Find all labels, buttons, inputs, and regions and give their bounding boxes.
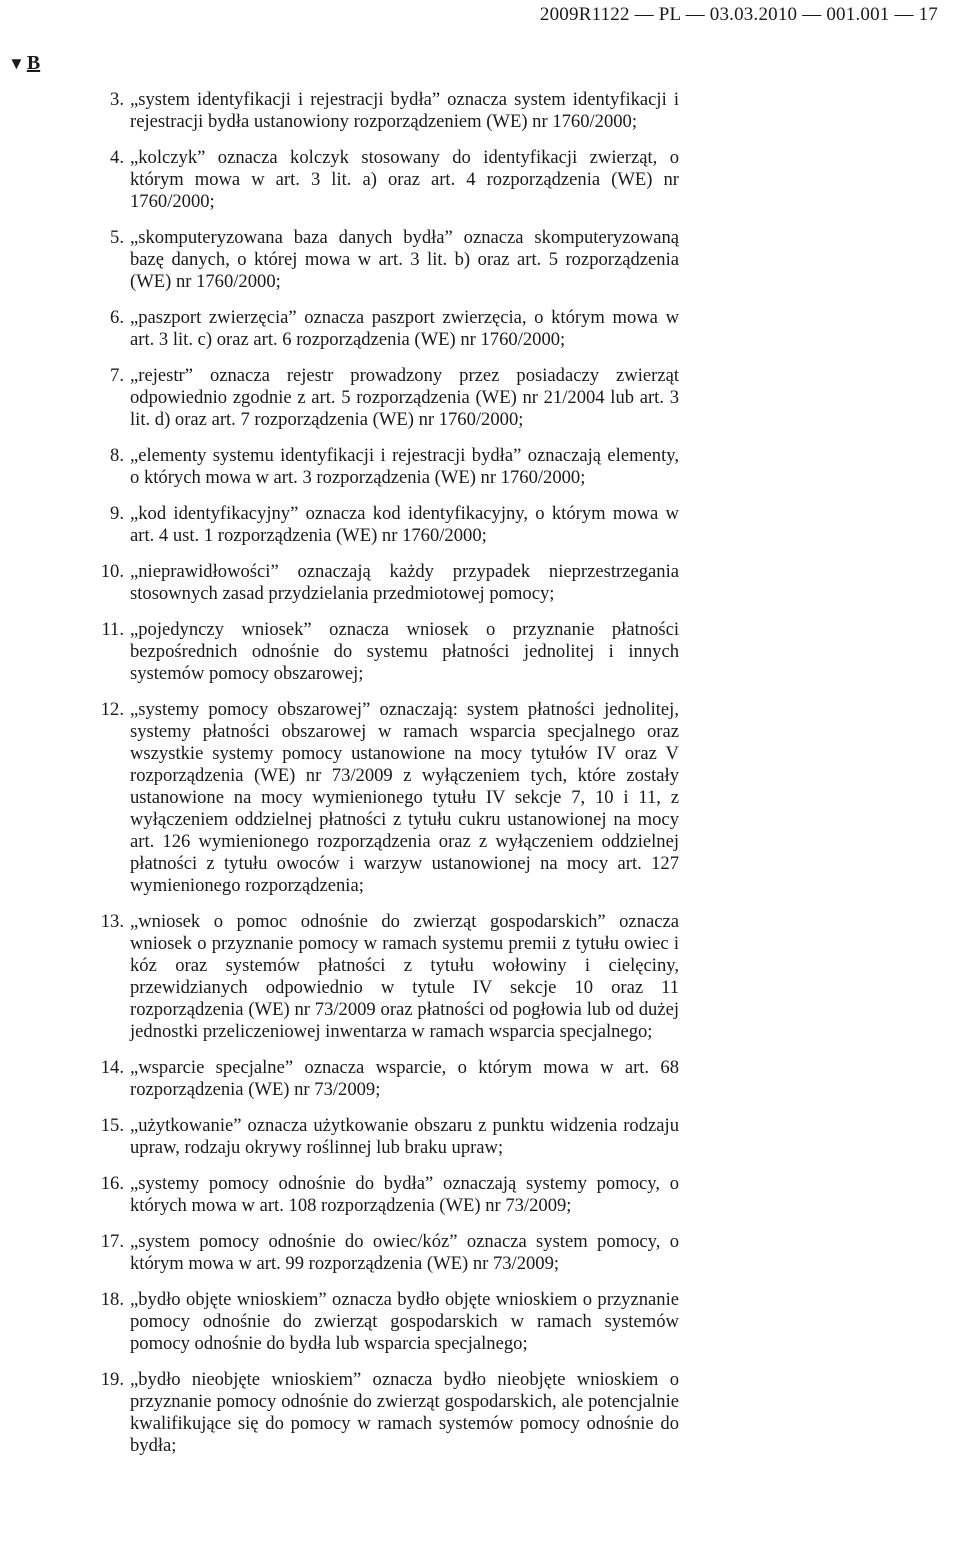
- triangle-down-icon: ▼: [8, 53, 25, 73]
- list-item: [110, 445, 679, 489]
- item-number: 17.: [100, 1231, 124, 1252]
- marker-letter: B: [26, 52, 41, 74]
- item-text: „skomputeryzowana baza danych bydła” oznacza skomputeryzowaną bazę danych, o której mowa w art. 3 lit. b) oraz art. 5 rozporządzenia (WE) nr 1760/2000;: [130, 227, 679, 292]
- item-number: 14.: [100, 1057, 124, 1078]
- item-text: „system pomocy odnośnie do owiec/kóz” oznacza system pomocy, o którym mowa w art. 99 rozporządzenia (WE) nr 73/2009;: [130, 1231, 679, 1274]
- item-text: „bydło objęte wnioskiem” oznacza bydło objęte wnioskiem o przyznanie pomocy odnośnie do zwierząt gospodarskich w ramach systemów pomocy odnośnie do bydła lub wsparcia specjalnego;: [130, 1289, 679, 1354]
- item-number: 15.: [100, 1115, 124, 1136]
- item-text: „systemy pomocy obszarowej” oznaczają: system płatności jednolitej, systemy płatności obszarowej w ramach wsparcia specjalnego oraz wszystkie systemy pomocy ustanowione na mocy tytułów IV oraz V rozporządzenia (WE) nr 73/2009 z wyłączeniem tych, które zostały ustanowione na mocy wymienionego tytułu IV sekcje 7, 10 i 11, z wyłączeniem oddzielnej płatności z tytułu cukru ustanowionej na mocy art. 126 wymienionego rozporządzenia oraz z wyłączeniem oddzielnej płatności z tytułu owoców i warzyw ustanowionej na mocy art. 127 wymienionego rozporządzenia;: [130, 699, 679, 896]
- list-item: [110, 227, 679, 293]
- item-text: „kod identyfikacyjny” oznacza kod identyfikacyjny, o którym mowa w art. 4 ust. 1 rozporządzenia (WE) nr 1760/2000;: [130, 503, 679, 546]
- list-item: [100, 1369, 679, 1457]
- item-text: „rejestr” oznacza rejestr prowadzony przez posiadaczy zwierząt odpowiednio zgodnie z art. 5 rozporządzenia (WE) nr 21/2004 lub art. 3 lit. d) oraz art. 7 rozporządzenia (WE) nr 1760/2000;: [130, 365, 679, 430]
- item-number: 10.: [100, 561, 124, 582]
- list-item: [110, 147, 679, 213]
- item-text: „wsparcie specjalne” oznacza wsparcie, o którym mowa w art. 68 rozporządzenia (WE) nr 73/2009;: [130, 1057, 679, 1100]
- list-item: [100, 911, 679, 1043]
- item-text: „nieprawidłowości” oznaczają każdy przypadek nieprzestrzegania stosownych zasad przydzielania przedmiotowej pomocy;: [130, 561, 679, 604]
- item-text: „pojedynczy wniosek” oznacza wniosek o przyznanie płatności bezpośrednich odnośnie do systemu płatności jednolitej i innych systemów pomocy obszarowej;: [130, 619, 679, 684]
- list-item: [100, 1057, 679, 1101]
- item-number: 16.: [100, 1173, 124, 1194]
- running-header: 2009R1122 — PL — 03.03.2010 — 001.001 — 17: [539, 4, 938, 25]
- item-text: „kolczyk” oznacza kolczyk stosowany do identyfikacji zwierząt, o którym mowa w art. 3 lit. a) oraz art. 4 rozporządzenia (WE) nr 1760/2000;: [130, 147, 679, 212]
- item-number: 3.: [110, 89, 124, 110]
- list-item: [100, 699, 679, 897]
- list-item: [110, 307, 679, 351]
- item-text: „bydło nieobjęte wnioskiem” oznacza bydło nieobjęte wnioskiem o przyznanie pomocy odnośnie do zwierząt gospodarskich, ale potencjalnie kwalifikujące się do pomocy w ramach systemów pomocy odnośnie do bydła;: [130, 1369, 679, 1456]
- item-number: 8.: [110, 445, 124, 466]
- amendment-marker: [8, 52, 40, 75]
- item-number: 13.: [100, 911, 124, 932]
- item-number: 7.: [110, 365, 124, 386]
- list-item: [100, 1115, 679, 1159]
- item-text: „wniosek o pomoc odnośnie do zwierząt gospodarskich” oznacza wniosek o przyznanie pomocy w ramach systemu premii z tytułu owiec i kóz oraz systemów płatności z tytułu wołowiny i cielęciny, przewidzianych odpowiednio w tytule IV sekcje 10 oraz 11 rozporządzenia (WE) nr 73/2009 oraz płatności od pogłowia lub od dużej jednostki przeliczeniowej inwentarza w ramach wsparcia specjalnego;: [130, 911, 679, 1042]
- item-text: „paszport zwierzęcia” oznacza paszport zwierzęcia, o którym mowa w art. 3 lit. c) oraz art. 6 rozporządzenia (WE) nr 1760/2000;: [130, 307, 679, 350]
- list-item: [100, 1231, 679, 1275]
- item-number: 5.: [110, 227, 124, 248]
- item-text: „systemy pomocy odnośnie do bydła” oznaczają systemy pomocy, o których mowa w art. 108 rozporządzenia (WE) nr 73/2009;: [130, 1173, 679, 1216]
- item-number: 6.: [110, 307, 124, 328]
- item-number: 19.: [100, 1369, 124, 1390]
- definitions-list: [0, 89, 960, 1471]
- list-item: [100, 561, 679, 605]
- item-number: 11.: [101, 619, 124, 640]
- item-text: „system identyfikacji i rejestracji bydła” oznacza system identyfikacji i rejestracji bydła ustanowiony rozporządzeniem (WE) nr 1760/2000;: [130, 89, 679, 132]
- item-number: 12.: [100, 699, 124, 720]
- list-item: [100, 1289, 679, 1355]
- list-item: [101, 619, 679, 685]
- item-number: 18.: [100, 1289, 124, 1310]
- list-item: [110, 365, 679, 431]
- list-item: [110, 503, 679, 547]
- list-item: [100, 1173, 679, 1217]
- item-number: 9.: [110, 503, 124, 524]
- item-text: „użytkowanie” oznacza użytkowanie obszaru z punktu widzenia rodzaju upraw, rodzaju okrywy roślinnej lub braku upraw;: [130, 1115, 679, 1158]
- item-number: 4.: [110, 147, 124, 168]
- item-text: „elementy systemu identyfikacji i rejestracji bydła” oznaczają elementy, o których mowa w art. 3 rozporządzenia (WE) nr 1760/2000;: [130, 445, 679, 488]
- list-item: [110, 89, 679, 133]
